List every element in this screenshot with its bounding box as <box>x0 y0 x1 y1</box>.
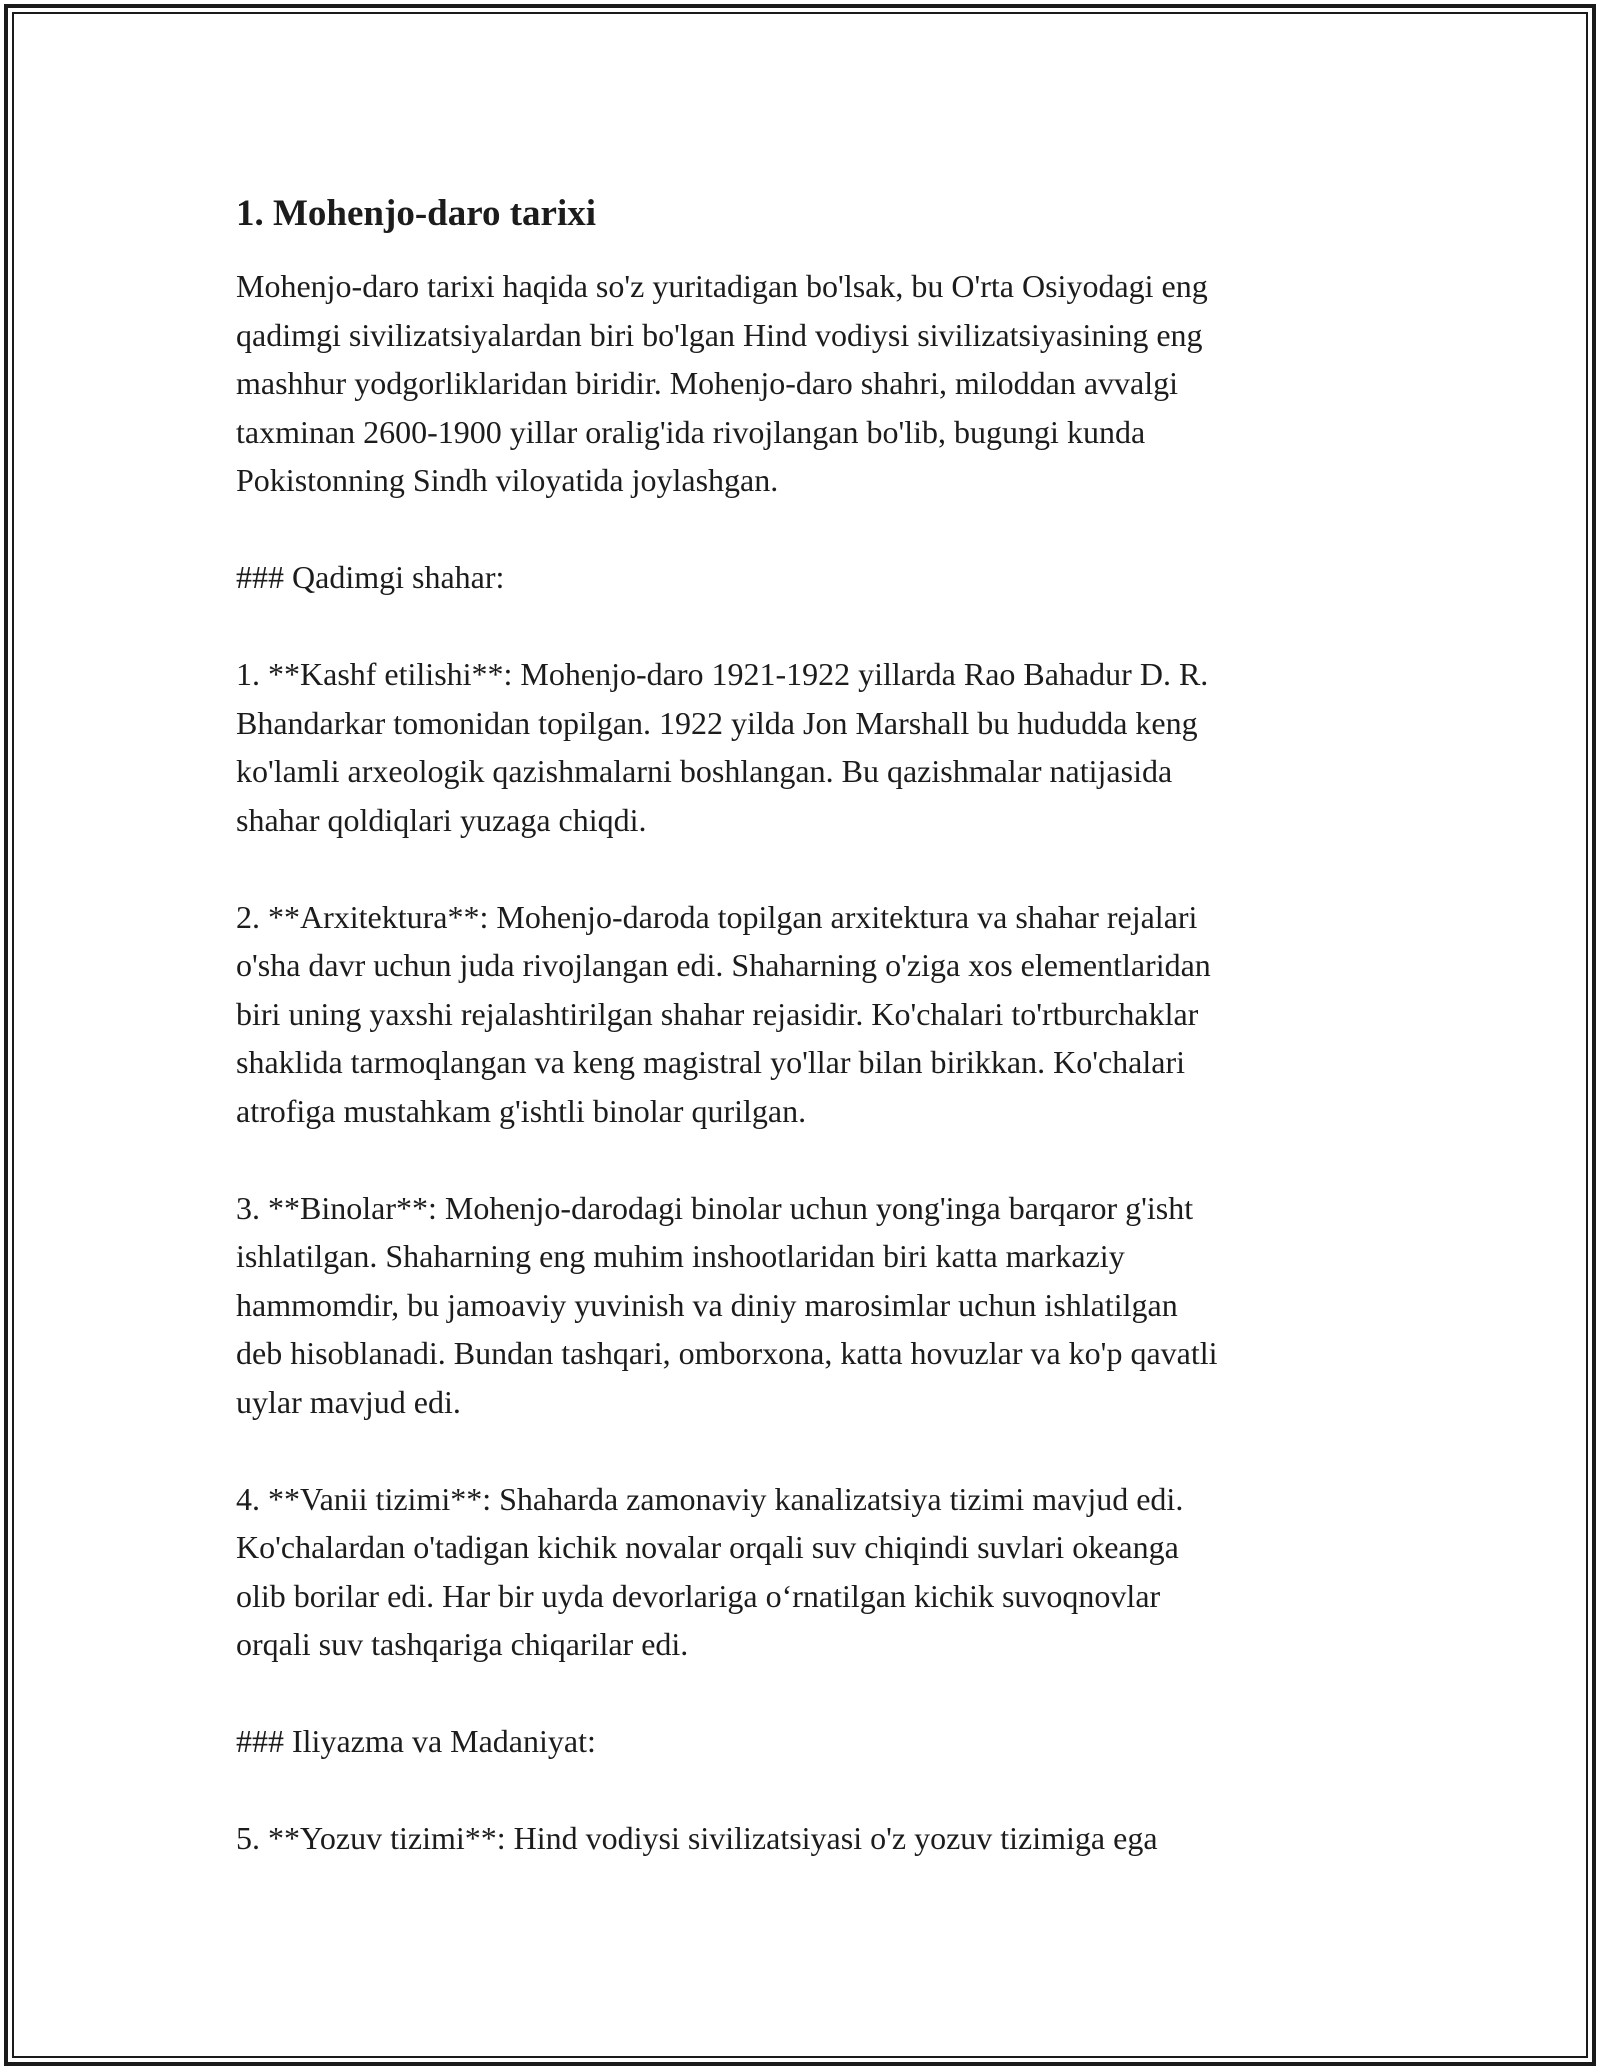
list-item-yozuv-tizimi: 5. **Yozuv tizimi**: Hind vodiysi sivilizatsiyasi o'z yozuv tizimiga ega <box>236 1820 1158 1856</box>
list-item-binolar: 3. **Binolar**: Mohenjo-darodagi binolar uchun yong'inga barqaror g'isht ishlatilgan. Shaharning eng muhim inshootlaridan biri katta markaziy hammomdir, bu jamoaviy yuvinish va diniy marosimlar uchun ishlatilgan deb hisoblanadi. Bundan tashqari, omborxona, katta hovuzlar va ko'p qavatli uylar mavjud edi. <box>236 1189 1218 1420</box>
list-item-arxitektura: 2. **Arxitektura**: Mohenjo-daroda topilgan arxitektura va shahar rejalari o'sha davr uchun juda rivojlangan edi. Shaharning o'ziga xos elementlaridan biri uning yaxshi rejalashtirilgan shahar rejasidir. Ko'chalari to'rtburchaklar shaklida tarmoqlangan va keng magistral yo'llar bilan birikkan. Ko'chalari atrofiga mustahkam g'ishtli binolar qurilgan. <box>236 898 1211 1129</box>
list-item-kashf-etilishi: 1. **Kashf etilishi**: Mohenjo-daro 1921-1922 yillarda Rao Bahadur D. R. Bhandarkar tomonidan topilgan. 1922 yilda Jon Marshall bu hududda keng ko'lamli arxeologik qazishmalarni boshlangan. Bu qazishmalar natijasida shahar qoldiqlari yuzaga chiqdi. <box>236 656 1209 838</box>
section-heading-qadimgi-shahar: ### Qadimgi shahar: <box>236 559 505 595</box>
document-title: 1. Mohenjo-daro tarixi <box>236 193 597 234</box>
document-body <box>236 184 1366 1911</box>
intro-paragraph: Mohenjo-daro tarixi haqida so'z yuritadigan bo'lsak, bu O'rta Osiyodagi eng qadimgi sivilizatsiyalardan biri bo'lgan Hind vodiysi sivilizatsiyasining eng mashhur yodgorliklaridan biridir. Mohenjo-daro shahri, miloddan avvalgi taxminan 2600-1900 yillar oralig'ida rivojlangan bo'lib, bugungi kunda Pokistonning Sindh viloyatida joylashgan. <box>236 268 1208 498</box>
list-item-vanii-tizimi: 4. **Vanii tizimi**: Shaharda zamonaviy kanalizatsiya tizimi mavjud edi. Ko'chalardan o'tadigan kichik novalar orqali suv chiqindi suvlari okeanga olib borilar edi. Har bir uyda devorlariga o‘rnatilgan kichik suvoqnovlar orqali suv tashqariga chiqarilar edi. <box>236 1480 1184 1662</box>
section-heading-iliyazma-madaniyat: ### Iliyazma va Madaniyat: <box>236 1723 596 1759</box>
